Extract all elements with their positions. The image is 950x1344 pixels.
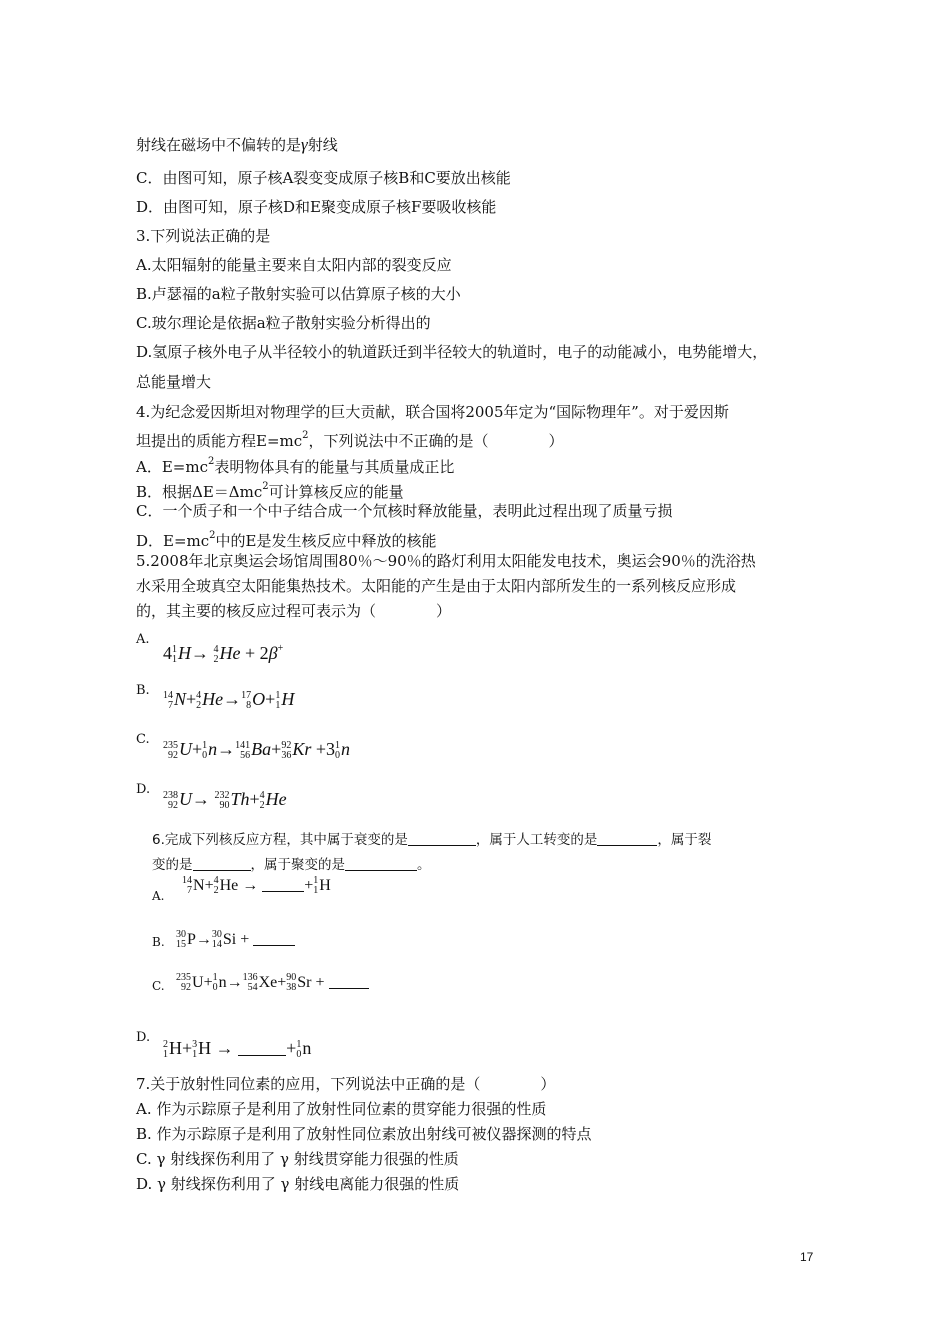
- equation-6c: 235 92 U+ 1 0 n→ 136 54 Xe+ 90 38 Sr +: [176, 971, 369, 995]
- iso: [182, 876, 192, 896]
- answer-blank[interactable]: [193, 856, 251, 871]
- mass-number: 238: [163, 789, 178, 801]
- text: ，属于聚变的是: [250, 857, 345, 873]
- mass-number: 92: [281, 739, 292, 751]
- atomic-number: 2: [213, 885, 219, 897]
- question-4: 4.为纪念爱因斯坦对物理学的巨大贡献，联合国将2005年定为“国际物理年”。对于爱因斯: [136, 403, 729, 421]
- iso: [196, 691, 201, 711]
- iso: [213, 973, 218, 993]
- mass-number: 1: [313, 875, 319, 887]
- atomic-number: 38: [286, 982, 297, 994]
- symbol: U: [179, 739, 192, 759]
- q5-option-d-label: D.: [136, 782, 151, 797]
- text: A．E=mc: [136, 458, 208, 476]
- question-3: 3.下列说法正确的是: [136, 227, 271, 245]
- mass-number: 4: [259, 789, 265, 801]
- q3-option-d-cont: 总能量增大: [136, 373, 212, 391]
- iso: [335, 741, 340, 761]
- mass-number: 136: [242, 972, 258, 984]
- atomic-number: 0: [296, 1048, 302, 1060]
- equation-5c: [163, 737, 350, 761]
- q5-option-a-label: A.: [136, 632, 150, 647]
- plus: +: [265, 689, 276, 709]
- atomic-number: 2: [196, 699, 202, 711]
- mass-number: 17: [241, 689, 252, 701]
- question-4-cont: [136, 426, 564, 451]
- text: 6.完成下列核反应方程，其中属于衰变的是: [152, 832, 408, 848]
- iso: [163, 791, 178, 811]
- atomic-number: 1: [172, 653, 177, 665]
- answer-blank[interactable]: [262, 877, 304, 892]
- superscript: 2: [262, 481, 269, 492]
- text: ，下列说法中不正确的是（ ）: [308, 432, 564, 450]
- atomic-number: 1: [313, 885, 319, 897]
- superscript: +: [277, 643, 284, 654]
- symbol: n: [218, 974, 227, 991]
- plus: +: [192, 739, 203, 759]
- iso: [260, 791, 265, 811]
- mass-number: 14: [182, 875, 192, 887]
- iso: [163, 691, 173, 711]
- mass-number: 1: [172, 643, 177, 655]
- q6-option-d-label: D.: [136, 1030, 151, 1045]
- iso: [241, 691, 251, 711]
- atomic-number: 92: [168, 749, 178, 761]
- iso: [172, 645, 177, 665]
- mass-number: 1: [334, 739, 340, 751]
- iso: [202, 741, 207, 761]
- q3-option-d: D.氢原子核外电子从半径较小的轨道跃迁到半径较大的轨道时，电子的动能减小，电势能增大，: [136, 343, 768, 361]
- coef: +3: [315, 739, 335, 759]
- plus: +: [186, 689, 197, 709]
- gamma-symbol: γ: [301, 135, 308, 154]
- symbol: U: [192, 974, 204, 991]
- atomic-number: 54: [247, 982, 258, 994]
- atomic-number: 36: [281, 749, 292, 761]
- mass-number: 14: [163, 689, 173, 701]
- atomic-number: 14: [211, 939, 222, 951]
- q6-option-a-label: A.: [152, 889, 165, 903]
- iso: [235, 741, 250, 761]
- atomic-number: 0: [334, 749, 340, 761]
- answer-blank[interactable]: [253, 931, 295, 946]
- symbol: H: [169, 1038, 182, 1058]
- equation-5a: [163, 637, 283, 665]
- iso: [243, 973, 258, 993]
- plus: + 2: [245, 643, 269, 663]
- iso: [163, 741, 178, 761]
- coef: 4: [163, 643, 172, 663]
- atomic-number: 8: [246, 699, 252, 711]
- q3-option-c: C.玻尔理论是依据a粒子散射实验分析得出的: [136, 314, 431, 332]
- mass-number: 235: [163, 739, 178, 751]
- q4-option-d: [136, 526, 437, 551]
- atomic-number: 1: [163, 1048, 168, 1060]
- q7-option-d: D. γ 射线探伤利用了 γ 射线电离能力很强的性质: [136, 1175, 460, 1193]
- mass-number: 4: [196, 689, 202, 701]
- mass-number: 30: [211, 929, 222, 941]
- arrow: →: [191, 643, 209, 663]
- iso: [163, 1040, 168, 1060]
- page-number: 17: [800, 1250, 814, 1264]
- q7-option-b: B. 作为示踪原子是利用了放射性同位素放出射线可被仪器探测的特点: [136, 1125, 592, 1143]
- text: D．E=mc: [136, 532, 210, 550]
- iso: [214, 876, 219, 896]
- mass-number: 30: [176, 929, 186, 941]
- symbol: Sr: [297, 974, 312, 991]
- symbol: H: [281, 689, 295, 709]
- atomic-number: 7: [187, 885, 192, 897]
- text: ，属于人工转变的是: [475, 832, 598, 848]
- text: 变的是: [152, 857, 193, 873]
- atomic-number: 7: [168, 699, 173, 711]
- atomic-number: 15: [176, 939, 186, 951]
- text: ，属于裂: [657, 832, 712, 848]
- answer-blank[interactable]: [597, 831, 657, 846]
- text: 中的E是发生核反应中释放的核能: [215, 532, 437, 550]
- symbol: He: [265, 789, 287, 809]
- atomic-number: 2: [259, 799, 265, 811]
- symbol: H: [178, 643, 191, 663]
- question-5: 5.2008年北京奥运会场馆周围80％～90％的路灯利用太阳能发电技术，奥运会90％的洗浴热: [136, 552, 756, 570]
- superscript: 2: [209, 530, 216, 541]
- symbol: He: [202, 689, 224, 709]
- text: 可计算核反应的能量: [268, 483, 404, 501]
- symbol: Th: [230, 789, 250, 809]
- atomic-number: 90: [219, 799, 230, 811]
- mass-number: 232: [214, 789, 230, 801]
- option-c: C．由图可知，原子核A裂变变成原子核B和C要放出核能: [136, 169, 511, 187]
- symbol: P: [187, 931, 196, 948]
- equation-6b: 30 15 P→ 30 14 Si +: [176, 928, 295, 952]
- symbol: O: [252, 689, 266, 709]
- symbol: H: [198, 1038, 212, 1058]
- atomic-number: 0: [202, 749, 208, 761]
- iso: [215, 791, 230, 811]
- q3-option-a: A.太阳辐射的能量主要来自太阳内部的裂变反应: [136, 256, 452, 274]
- equation-6d: 2 1 H+ 3 1 H → + 1 0 n: [163, 1038, 312, 1060]
- atomic-number: 92: [168, 799, 178, 811]
- text-line: [136, 135, 338, 155]
- symbol: He: [219, 877, 239, 894]
- symbol: n: [340, 739, 350, 759]
- q4-option-c: C．一个质子和一个中子结合成一个氘核时释放能量，表明此过程出现了质量亏损: [136, 502, 673, 520]
- q5-option-c-label: C.: [136, 732, 150, 747]
- symbol: Kr: [292, 739, 312, 759]
- iso: [212, 930, 222, 950]
- q6-option-b-label: B.: [152, 935, 165, 949]
- symbol: n: [302, 1038, 312, 1058]
- iso: [192, 1040, 197, 1060]
- mass-number: 1: [202, 739, 208, 751]
- arrow: →: [217, 739, 236, 759]
- text: 。: [417, 857, 431, 873]
- q3-option-b: B.卢瑟福的a粒子散射实验可以估算原子核的大小: [136, 285, 461, 303]
- superscript: 2: [207, 456, 215, 467]
- symbol: Xe: [258, 974, 278, 991]
- answer-blank[interactable]: [345, 856, 417, 871]
- symbol: n: [208, 739, 218, 759]
- mass-number: 141: [235, 739, 251, 751]
- symbol: H: [319, 877, 331, 894]
- arrow: →: [223, 689, 242, 709]
- iso: [313, 876, 318, 896]
- symbol: β: [268, 643, 278, 663]
- answer-blank[interactable]: [408, 831, 476, 846]
- atomic-number: 2: [213, 653, 219, 665]
- symbol: Ba: [251, 739, 272, 759]
- atomic-number: 92: [181, 982, 191, 994]
- iso: [286, 973, 296, 993]
- mass-number: 1: [212, 972, 218, 984]
- symbol: He: [219, 643, 241, 663]
- question-5-cont: 水采用全玻真空太阳能集热技术。太阳能的产生是由于太阳内部所发生的一系列核反应形成: [136, 577, 737, 595]
- atomic-number: 56: [240, 749, 251, 761]
- mass-number: 235: [176, 972, 191, 984]
- option-d: D．由图可知，原子核D和E聚变成原子核F要吸收核能: [136, 198, 497, 216]
- answer-blank[interactable]: [238, 1041, 286, 1056]
- mass-number: 3: [192, 1038, 198, 1050]
- q7-option-a: A. 作为示踪原子是利用了放射性同位素的贯穿能力很强的性质: [136, 1100, 547, 1118]
- mass-number: 1: [275, 689, 281, 701]
- atomic-number: 0: [212, 982, 218, 994]
- mass-number: 4: [213, 875, 219, 887]
- superscript: 2: [302, 430, 309, 441]
- q6-option-c-label: C.: [152, 979, 165, 993]
- question-6-cont: [152, 855, 431, 875]
- q4-option-b: [136, 477, 404, 502]
- plus: +: [271, 739, 282, 759]
- symbol: Si: [222, 931, 237, 948]
- equation-5d: [163, 787, 287, 811]
- iso: [296, 1040, 301, 1060]
- text: 坦提出的质能方程E=mc: [136, 432, 303, 450]
- iso: [214, 645, 219, 665]
- mass-number: 2: [163, 1038, 168, 1050]
- text: B．根据ΔE＝Δmc: [136, 483, 263, 501]
- iso: [281, 741, 291, 761]
- symbol: U: [179, 789, 192, 809]
- atomic-number: 1: [275, 699, 281, 711]
- equation-6a: 14 7 N+ 4 2 He → + 1 1 H: [182, 875, 331, 897]
- mass-number: 4: [213, 643, 219, 655]
- mass-number: 1: [296, 1038, 302, 1050]
- symbol: N: [174, 689, 187, 709]
- question-5-cont: 的，其主要的核反应过程可表示为（ ）: [136, 602, 452, 620]
- text: 射线在磁场中不偏转的是: [136, 136, 302, 154]
- answer-blank[interactable]: [329, 974, 369, 989]
- q7-option-c: C. γ 射线探伤利用了 γ 射线贯穿能力很强的性质: [136, 1150, 459, 1168]
- arrow: →: [192, 789, 210, 809]
- question-7: 7.关于放射性同位素的应用，下列说法中正确的是（ ）: [136, 1075, 556, 1093]
- text: 表明物体具有的能量与其质量成正比: [214, 458, 455, 476]
- iso: [275, 691, 280, 711]
- iso: [176, 973, 191, 993]
- equation-5b: [163, 687, 294, 711]
- q4-option-a: [136, 452, 454, 477]
- atomic-number: 1: [192, 1048, 198, 1060]
- q5-option-b-label: B.: [136, 683, 150, 698]
- plus: +: [249, 789, 260, 809]
- text: 射线: [307, 136, 338, 154]
- iso: [176, 930, 186, 950]
- question-6: [152, 830, 711, 850]
- symbol: N: [193, 877, 205, 894]
- mass-number: 90: [286, 972, 297, 984]
